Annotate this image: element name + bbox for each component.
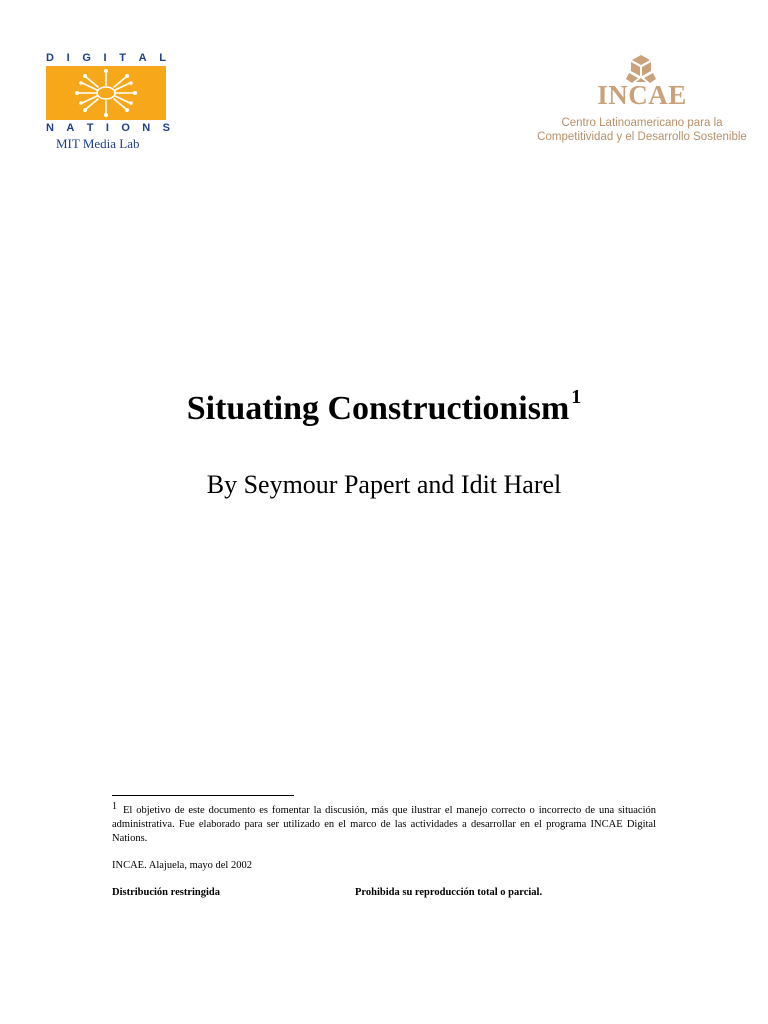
- footnote-separator: [112, 795, 294, 796]
- sun-burst-icon: [46, 66, 166, 120]
- logo-word-digital: D I G I T A L: [46, 52, 166, 64]
- incae-subtitle: [520, 116, 764, 144]
- document-title: [0, 386, 768, 428]
- digital-nations-logo: [46, 50, 170, 154]
- footnote-text: [112, 800, 656, 846]
- document-authors: By Seymour Papert and Idit Harel: [206, 470, 562, 499]
- footnote-mark: 1: [112, 801, 117, 812]
- logo-word-nations: N A T I O N S: [46, 122, 170, 134]
- incae-brand-name: INCAE: [597, 80, 687, 110]
- logo-orange-box: [46, 66, 166, 120]
- document-title-text: Situating Constructionism: [186, 390, 570, 427]
- incae-subtitle-line-2: Competitividad y el Desarrollo Sostenible: [537, 131, 747, 143]
- incae-subtitle-line-1: Centro Latinoamericano para la: [561, 117, 723, 129]
- footnote-place-date: INCAE. Alajuela, mayo del 2002: [112, 860, 252, 871]
- footnote-prohibition: Prohibida su reproducción total o parcial.: [355, 887, 543, 898]
- logo-caption: MIT Media Lab: [56, 136, 140, 151]
- footnote-distribution: Distribución restringida: [112, 887, 221, 898]
- footnote-body: El objetivo de este documento es fomentar la discusión, más que ilustrar el manejo correcto o incorrecto de una situación administrativa. Fue elaborado para ser utilizado en el marco de las actividades a desarrollar en el programa INCAE Digital Nations.: [112, 805, 656, 844]
- title-footnote-mark: 1: [571, 386, 582, 408]
